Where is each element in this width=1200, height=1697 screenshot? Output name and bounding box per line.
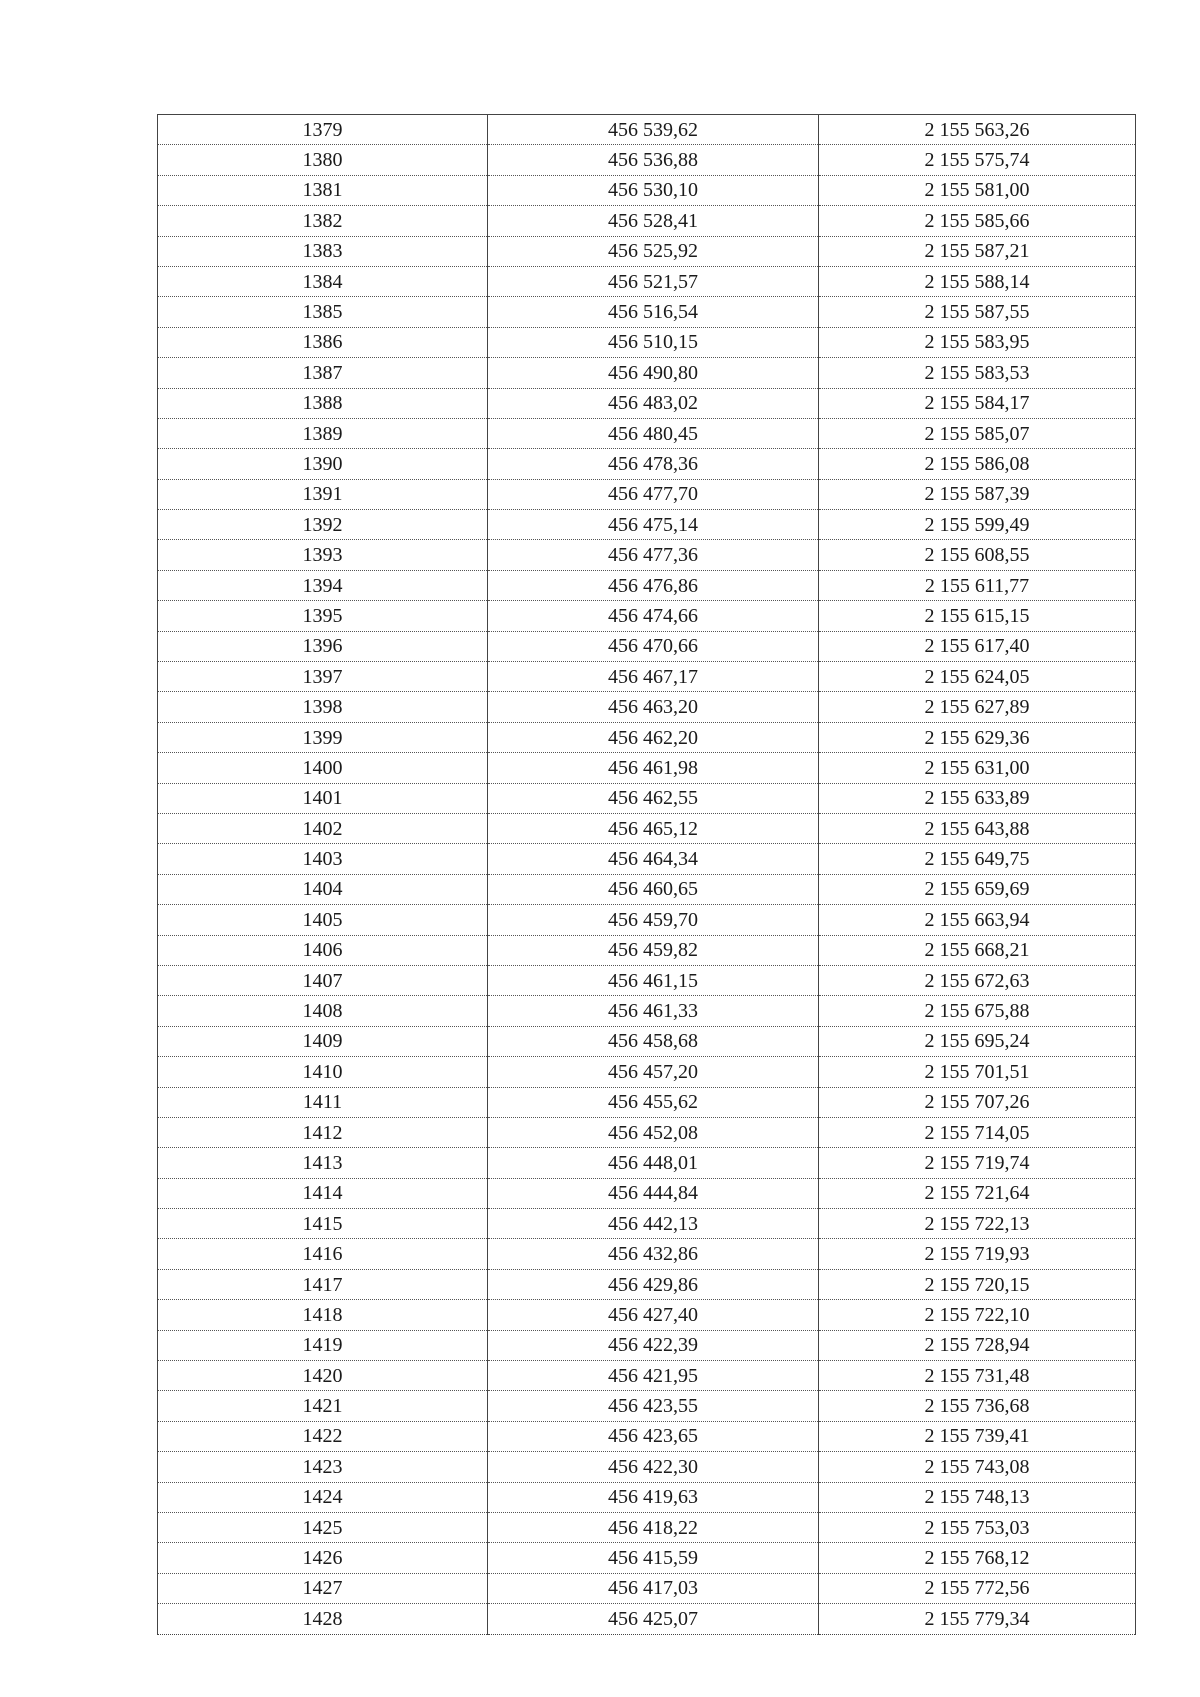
y-coordinate-cell: 2 155 753,03 bbox=[819, 1512, 1136, 1542]
point-number-cell: 1386 bbox=[158, 327, 488, 357]
y-coordinate-cell: 2 155 583,53 bbox=[819, 358, 1136, 388]
point-number-cell: 1390 bbox=[158, 449, 488, 479]
y-coordinate-cell: 2 155 575,74 bbox=[819, 145, 1136, 175]
point-number-cell: 1411 bbox=[158, 1087, 488, 1117]
point-number-cell: 1423 bbox=[158, 1452, 488, 1482]
point-number-cell: 1408 bbox=[158, 996, 488, 1026]
y-coordinate-cell: 2 155 617,40 bbox=[819, 631, 1136, 661]
table-row bbox=[158, 905, 1136, 935]
x-coordinate-cell: 456 461,33 bbox=[488, 996, 819, 1026]
point-number-cell: 1419 bbox=[158, 1330, 488, 1360]
y-coordinate-cell: 2 155 719,74 bbox=[819, 1148, 1136, 1178]
x-coordinate-cell: 456 464,34 bbox=[488, 844, 819, 874]
point-number-cell: 1424 bbox=[158, 1482, 488, 1512]
point-number-cell: 1380 bbox=[158, 145, 488, 175]
point-number-cell: 1388 bbox=[158, 388, 488, 418]
x-coordinate-cell: 456 510,15 bbox=[488, 327, 819, 357]
y-coordinate-cell: 2 155 583,95 bbox=[819, 327, 1136, 357]
x-coordinate-cell: 456 444,84 bbox=[488, 1178, 819, 1208]
y-coordinate-cell: 2 155 584,17 bbox=[819, 388, 1136, 418]
table-row bbox=[158, 540, 1136, 570]
x-coordinate-cell: 456 525,92 bbox=[488, 236, 819, 266]
table-row bbox=[158, 1269, 1136, 1299]
point-number-cell: 1391 bbox=[158, 479, 488, 509]
point-number-cell: 1421 bbox=[158, 1391, 488, 1421]
x-coordinate-cell: 456 455,62 bbox=[488, 1087, 819, 1117]
point-number-cell: 1426 bbox=[158, 1543, 488, 1573]
y-coordinate-cell: 2 155 649,75 bbox=[819, 844, 1136, 874]
x-coordinate-cell: 456 457,20 bbox=[488, 1057, 819, 1087]
x-coordinate-cell: 456 530,10 bbox=[488, 175, 819, 205]
x-coordinate-cell: 456 475,14 bbox=[488, 510, 819, 540]
x-coordinate-cell: 456 421,95 bbox=[488, 1361, 819, 1391]
table-row bbox=[158, 1239, 1136, 1269]
y-coordinate-cell: 2 155 736,68 bbox=[819, 1391, 1136, 1421]
y-coordinate-cell: 2 155 563,26 bbox=[819, 115, 1136, 145]
y-coordinate-cell: 2 155 707,26 bbox=[819, 1087, 1136, 1117]
table-row bbox=[158, 1117, 1136, 1147]
table-row bbox=[158, 145, 1136, 175]
table-row bbox=[158, 327, 1136, 357]
y-coordinate-cell: 2 155 643,88 bbox=[819, 813, 1136, 843]
y-coordinate-cell: 2 155 629,36 bbox=[819, 722, 1136, 752]
point-number-cell: 1409 bbox=[158, 1026, 488, 1056]
coordinates-table-body bbox=[158, 115, 1136, 1635]
x-coordinate-cell: 456 418,22 bbox=[488, 1512, 819, 1542]
table-row bbox=[158, 1421, 1136, 1451]
x-coordinate-cell: 456 467,17 bbox=[488, 662, 819, 692]
point-number-cell: 1414 bbox=[158, 1178, 488, 1208]
y-coordinate-cell: 2 155 627,89 bbox=[819, 692, 1136, 722]
table-row bbox=[158, 601, 1136, 631]
x-coordinate-cell: 456 415,59 bbox=[488, 1543, 819, 1573]
point-number-cell: 1395 bbox=[158, 601, 488, 631]
x-coordinate-cell: 456 480,45 bbox=[488, 418, 819, 448]
table-row bbox=[158, 1178, 1136, 1208]
x-coordinate-cell: 456 419,63 bbox=[488, 1482, 819, 1512]
x-coordinate-cell: 456 490,80 bbox=[488, 358, 819, 388]
x-coordinate-cell: 456 423,65 bbox=[488, 1421, 819, 1451]
y-coordinate-cell: 2 155 720,15 bbox=[819, 1269, 1136, 1299]
x-coordinate-cell: 456 417,03 bbox=[488, 1573, 819, 1603]
x-coordinate-cell: 456 448,01 bbox=[488, 1148, 819, 1178]
y-coordinate-cell: 2 155 599,49 bbox=[819, 510, 1136, 540]
table-row bbox=[158, 1026, 1136, 1056]
x-coordinate-cell: 456 459,82 bbox=[488, 935, 819, 965]
table-row bbox=[158, 996, 1136, 1026]
table-row bbox=[158, 1482, 1136, 1512]
table-row bbox=[158, 1148, 1136, 1178]
y-coordinate-cell: 2 155 586,08 bbox=[819, 449, 1136, 479]
point-number-cell: 1416 bbox=[158, 1239, 488, 1269]
x-coordinate-cell: 456 458,68 bbox=[488, 1026, 819, 1056]
point-number-cell: 1387 bbox=[158, 358, 488, 388]
table-row bbox=[158, 510, 1136, 540]
x-coordinate-cell: 456 422,39 bbox=[488, 1330, 819, 1360]
point-number-cell: 1415 bbox=[158, 1209, 488, 1239]
table-row bbox=[158, 266, 1136, 296]
y-coordinate-cell: 2 155 739,41 bbox=[819, 1421, 1136, 1451]
x-coordinate-cell: 456 463,20 bbox=[488, 692, 819, 722]
y-coordinate-cell: 2 155 701,51 bbox=[819, 1057, 1136, 1087]
y-coordinate-cell: 2 155 663,94 bbox=[819, 905, 1136, 935]
x-coordinate-cell: 456 427,40 bbox=[488, 1300, 819, 1330]
x-coordinate-cell: 456 461,98 bbox=[488, 753, 819, 783]
point-number-cell: 1382 bbox=[158, 206, 488, 236]
y-coordinate-cell: 2 155 721,64 bbox=[819, 1178, 1136, 1208]
y-coordinate-cell: 2 155 722,10 bbox=[819, 1300, 1136, 1330]
y-coordinate-cell: 2 155 675,88 bbox=[819, 996, 1136, 1026]
y-coordinate-cell: 2 155 624,05 bbox=[819, 662, 1136, 692]
table-row bbox=[158, 297, 1136, 327]
point-number-cell: 1385 bbox=[158, 297, 488, 327]
point-number-cell: 1383 bbox=[158, 236, 488, 266]
point-number-cell: 1417 bbox=[158, 1269, 488, 1299]
table-row bbox=[158, 722, 1136, 752]
x-coordinate-cell: 456 429,86 bbox=[488, 1269, 819, 1299]
y-coordinate-cell: 2 155 728,94 bbox=[819, 1330, 1136, 1360]
x-coordinate-cell: 456 425,07 bbox=[488, 1604, 819, 1634]
x-coordinate-cell: 456 442,13 bbox=[488, 1209, 819, 1239]
point-number-cell: 1379 bbox=[158, 115, 488, 145]
x-coordinate-cell: 456 477,36 bbox=[488, 540, 819, 570]
y-coordinate-cell: 2 155 772,56 bbox=[819, 1573, 1136, 1603]
y-coordinate-cell: 2 155 668,21 bbox=[819, 935, 1136, 965]
table-row bbox=[158, 1330, 1136, 1360]
x-coordinate-cell: 456 432,86 bbox=[488, 1239, 819, 1269]
x-coordinate-cell: 456 539,62 bbox=[488, 115, 819, 145]
point-number-cell: 1412 bbox=[158, 1117, 488, 1147]
point-number-cell: 1389 bbox=[158, 418, 488, 448]
x-coordinate-cell: 456 461,15 bbox=[488, 965, 819, 995]
x-coordinate-cell: 456 477,70 bbox=[488, 479, 819, 509]
y-coordinate-cell: 2 155 631,00 bbox=[819, 753, 1136, 783]
table-row bbox=[158, 874, 1136, 904]
table-row bbox=[158, 631, 1136, 661]
point-number-cell: 1425 bbox=[158, 1512, 488, 1542]
x-coordinate-cell: 456 462,55 bbox=[488, 783, 819, 813]
table-row bbox=[158, 1391, 1136, 1421]
y-coordinate-cell: 2 155 585,66 bbox=[819, 206, 1136, 236]
table-row bbox=[158, 1087, 1136, 1117]
table-row bbox=[158, 1209, 1136, 1239]
table-row bbox=[158, 175, 1136, 205]
x-coordinate-cell: 456 528,41 bbox=[488, 206, 819, 236]
y-coordinate-cell: 2 155 587,21 bbox=[819, 236, 1136, 266]
table-row bbox=[158, 449, 1136, 479]
table-row bbox=[158, 1452, 1136, 1482]
point-number-cell: 1418 bbox=[158, 1300, 488, 1330]
point-number-cell: 1392 bbox=[158, 510, 488, 540]
table-row bbox=[158, 753, 1136, 783]
x-coordinate-cell: 456 516,54 bbox=[488, 297, 819, 327]
y-coordinate-cell: 2 155 615,15 bbox=[819, 601, 1136, 631]
point-number-cell: 1396 bbox=[158, 631, 488, 661]
table-row bbox=[158, 844, 1136, 874]
point-number-cell: 1399 bbox=[158, 722, 488, 752]
y-coordinate-cell: 2 155 731,48 bbox=[819, 1361, 1136, 1391]
point-number-cell: 1407 bbox=[158, 965, 488, 995]
table-row bbox=[158, 1361, 1136, 1391]
point-number-cell: 1393 bbox=[158, 540, 488, 570]
table-row bbox=[158, 1300, 1136, 1330]
x-coordinate-cell: 456 470,66 bbox=[488, 631, 819, 661]
y-coordinate-cell: 2 155 748,13 bbox=[819, 1482, 1136, 1512]
x-coordinate-cell: 456 478,36 bbox=[488, 449, 819, 479]
table-row bbox=[158, 479, 1136, 509]
x-coordinate-cell: 456 452,08 bbox=[488, 1117, 819, 1147]
y-coordinate-cell: 2 155 714,05 bbox=[819, 1117, 1136, 1147]
point-number-cell: 1401 bbox=[158, 783, 488, 813]
y-coordinate-cell: 2 155 743,08 bbox=[819, 1452, 1136, 1482]
y-coordinate-cell: 2 155 581,00 bbox=[819, 175, 1136, 205]
table-row bbox=[158, 965, 1136, 995]
x-coordinate-cell: 456 460,65 bbox=[488, 874, 819, 904]
point-number-cell: 1400 bbox=[158, 753, 488, 783]
table-row bbox=[158, 1512, 1136, 1542]
table-row bbox=[158, 358, 1136, 388]
x-coordinate-cell: 456 465,12 bbox=[488, 813, 819, 843]
point-number-cell: 1406 bbox=[158, 935, 488, 965]
point-number-cell: 1413 bbox=[158, 1148, 488, 1178]
table-row bbox=[158, 1573, 1136, 1603]
y-coordinate-cell: 2 155 659,69 bbox=[819, 874, 1136, 904]
y-coordinate-cell: 2 155 611,77 bbox=[819, 570, 1136, 600]
y-coordinate-cell: 2 155 585,07 bbox=[819, 418, 1136, 448]
x-coordinate-cell: 456 476,86 bbox=[488, 570, 819, 600]
point-number-cell: 1422 bbox=[158, 1421, 488, 1451]
table-row bbox=[158, 570, 1136, 600]
point-number-cell: 1397 bbox=[158, 662, 488, 692]
y-coordinate-cell: 2 155 695,24 bbox=[819, 1026, 1136, 1056]
table-row bbox=[158, 935, 1136, 965]
point-number-cell: 1384 bbox=[158, 266, 488, 296]
y-coordinate-cell: 2 155 719,93 bbox=[819, 1239, 1136, 1269]
table-row bbox=[158, 692, 1136, 722]
y-coordinate-cell: 2 155 768,12 bbox=[819, 1543, 1136, 1573]
point-number-cell: 1428 bbox=[158, 1604, 488, 1634]
x-coordinate-cell: 456 521,57 bbox=[488, 266, 819, 296]
table-row bbox=[158, 115, 1136, 145]
x-coordinate-cell: 456 536,88 bbox=[488, 145, 819, 175]
x-coordinate-cell: 456 474,66 bbox=[488, 601, 819, 631]
table-row bbox=[158, 418, 1136, 448]
y-coordinate-cell: 2 155 672,63 bbox=[819, 965, 1136, 995]
point-number-cell: 1420 bbox=[158, 1361, 488, 1391]
y-coordinate-cell: 2 155 722,13 bbox=[819, 1209, 1136, 1239]
x-coordinate-cell: 456 462,20 bbox=[488, 722, 819, 752]
point-number-cell: 1405 bbox=[158, 905, 488, 935]
point-number-cell: 1403 bbox=[158, 844, 488, 874]
table-row bbox=[158, 813, 1136, 843]
coordinates-table bbox=[157, 114, 1136, 1635]
table-row bbox=[158, 206, 1136, 236]
y-coordinate-cell: 2 155 633,89 bbox=[819, 783, 1136, 813]
point-number-cell: 1402 bbox=[158, 813, 488, 843]
x-coordinate-cell: 456 423,55 bbox=[488, 1391, 819, 1421]
table-row bbox=[158, 1604, 1136, 1634]
x-coordinate-cell: 456 459,70 bbox=[488, 905, 819, 935]
y-coordinate-cell: 2 155 587,55 bbox=[819, 297, 1136, 327]
table-row bbox=[158, 1057, 1136, 1087]
x-coordinate-cell: 456 422,30 bbox=[488, 1452, 819, 1482]
y-coordinate-cell: 2 155 608,55 bbox=[819, 540, 1136, 570]
point-number-cell: 1394 bbox=[158, 570, 488, 600]
table-row bbox=[158, 783, 1136, 813]
y-coordinate-cell: 2 155 779,34 bbox=[819, 1604, 1136, 1634]
point-number-cell: 1404 bbox=[158, 874, 488, 904]
point-number-cell: 1410 bbox=[158, 1057, 488, 1087]
point-number-cell: 1381 bbox=[158, 175, 488, 205]
point-number-cell: 1398 bbox=[158, 692, 488, 722]
y-coordinate-cell: 2 155 588,14 bbox=[819, 266, 1136, 296]
y-coordinate-cell: 2 155 587,39 bbox=[819, 479, 1136, 509]
table-row bbox=[158, 236, 1136, 266]
point-number-cell: 1427 bbox=[158, 1573, 488, 1603]
table-row bbox=[158, 1543, 1136, 1573]
x-coordinate-cell: 456 483,02 bbox=[488, 388, 819, 418]
table-row bbox=[158, 662, 1136, 692]
table-row bbox=[158, 388, 1136, 418]
